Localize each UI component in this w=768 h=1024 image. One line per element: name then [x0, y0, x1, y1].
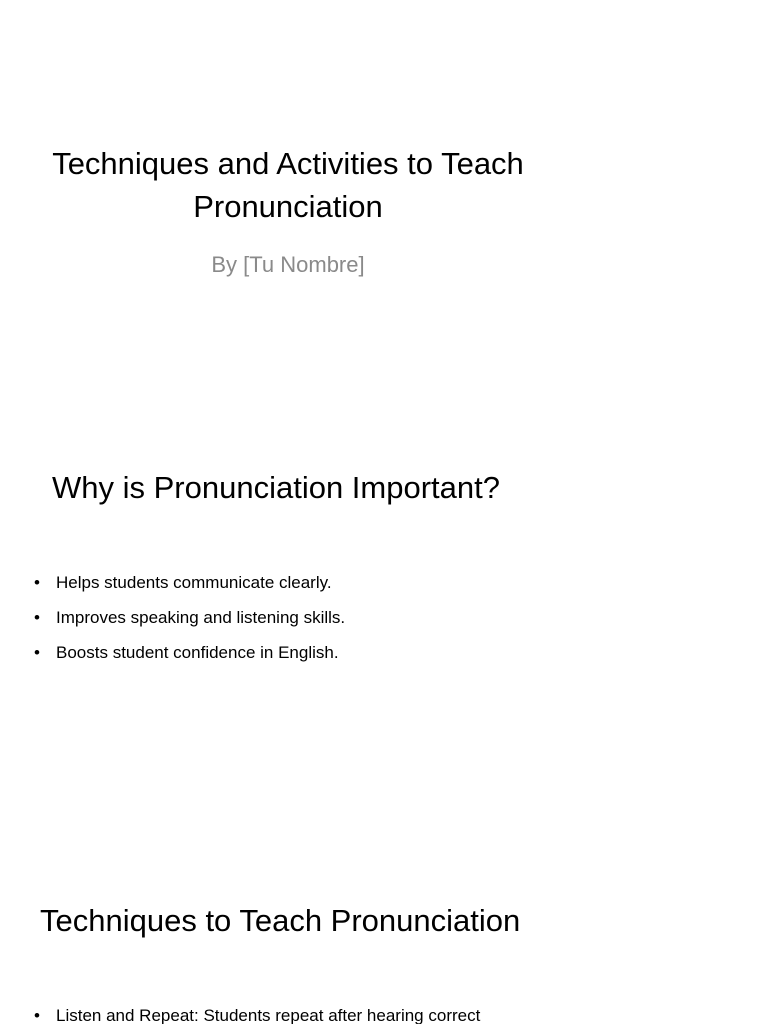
list-item-text: Boosts student confidence in English. [56, 643, 339, 662]
bullet-icon: • [34, 608, 40, 627]
bullet-list [34, 571, 734, 676]
list-item [34, 1004, 734, 1024]
slide-why-pronunciation [0, 432, 768, 864]
presentation-title: Techniques and Activities to Teach Pronunciation [52, 146, 524, 224]
list-item-text: Listen and Repeat: Students repeat after hearing correct [56, 1006, 481, 1024]
bullet-icon: • [34, 1006, 40, 1024]
slide-title [0, 0, 768, 432]
bullet-icon: • [34, 643, 40, 662]
list-item-text: Helps students communicate clearly. [56, 573, 332, 592]
presentation-subtitle: By [Tu Nombre] [211, 252, 365, 277]
list-item [34, 571, 734, 595]
bullet-icon: • [34, 573, 40, 592]
slide-heading: Why is Pronunciation Important? [52, 470, 500, 505]
list-item-text: Improves speaking and listening skills. [56, 608, 346, 627]
list-item [34, 606, 734, 630]
bullet-list [34, 1004, 734, 1024]
list-item [34, 641, 734, 665]
slide-heading: Techniques to Teach Pronunciation [40, 903, 521, 938]
slide-techniques [0, 864, 768, 1024]
